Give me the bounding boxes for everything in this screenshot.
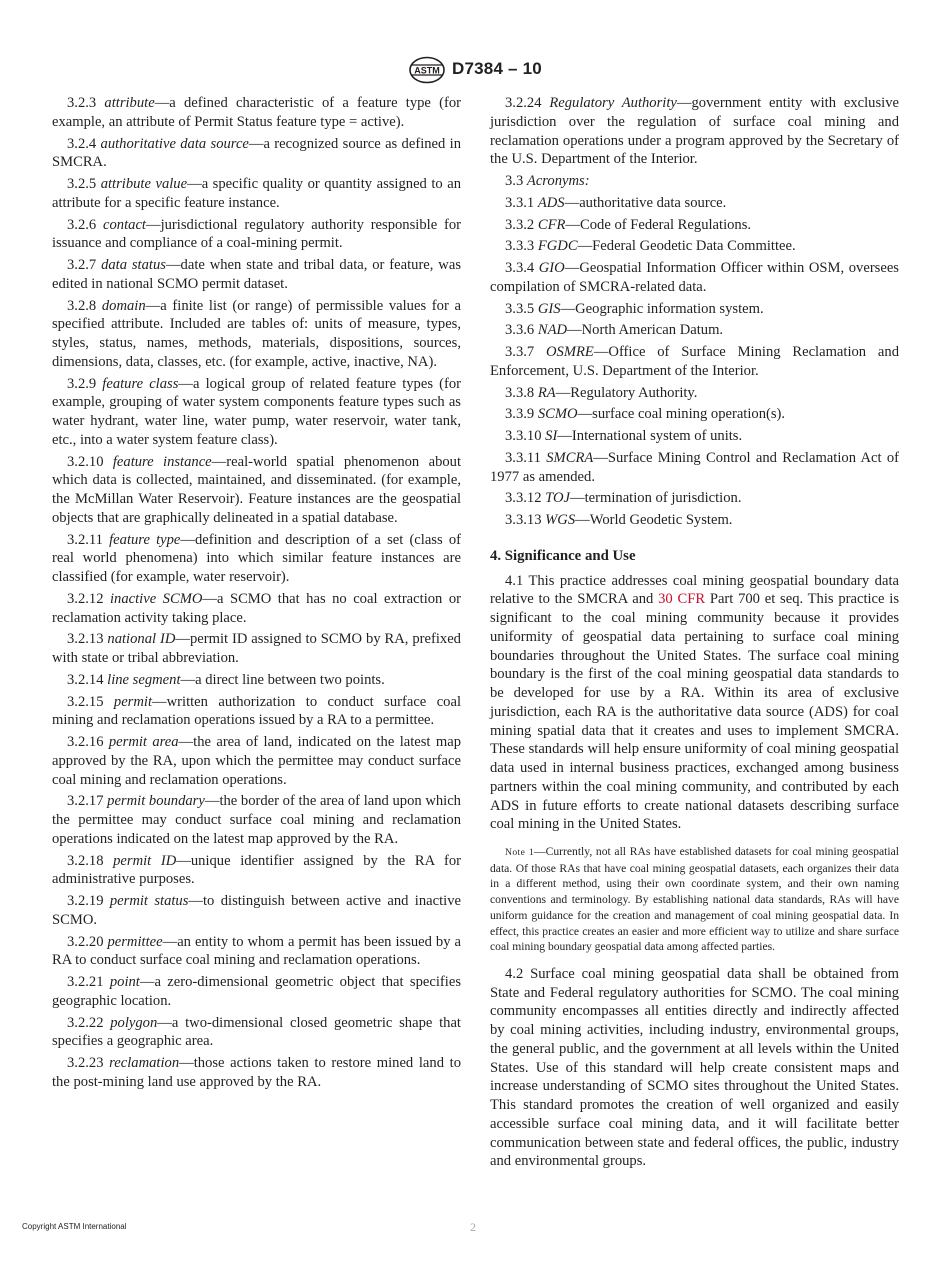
acronym-3-3-4: 3.3.4 GIO—Geospatial Information Officer within OSM, oversees compilation of SMCRA-related data. (490, 260, 899, 295)
left-column (52, 94, 461, 1095)
paragraph-4-2: 4.2 Surface coal mining geospatial data shall be obtained from State and Federal regulatory authorities for SCMO. The coal mining community encompasses all entities directly and indirectly affected by coal mining activities, including industry, environmental groups, the general public, and the government at all levels within the United States. Use of this standard will help create consistent maps and increase understanding of SCMO sites throughout the United States. This standard promotes the creation of well organized and easily accessible surface coal mining data, and it will facilitate better communication between state and federal offices, the public, industry and environmental groups. (490, 965, 899, 1170)
note-1: Note 1—Currently, not all RAs have established datasets for coal mining geospatial data. Of those RAs that have coal mining geospatial datasets, each organizes their data in a different method, using their own coordinate system, and their own naming conventions and terminology. By establishing national data standards, RAs will have uniform guidance for the creation and management of coal mining geospatial data. In effect, this practice creates an easier and more efficient way to utilize and share surface coal mining boundary geospatial data among affected parties. (490, 845, 899, 954)
definition-3-2-21: 3.2.21 point—a zero-dimensional geometric object that specifies geographic location. (52, 974, 461, 1009)
acronym-3-3-10: 3.3.10 SI—International system of units. (505, 428, 743, 444)
acronym-3-3-8: 3.3.8 RA—Regulatory Authority. (505, 384, 698, 401)
definition-3-2-4: 3.2.4 authoritative data source—a recognized source as defined in SMCRA. (52, 135, 462, 171)
acronym-3-3-13: 3.3.13 WGS—World Geodetic System. (505, 512, 733, 528)
definition-3-2-16: 3.2.16 permit area—the area of land, indicated on the latest map approved by the RA, upon which the permittee may conduct surface coal mining and reclamation operations. (52, 734, 461, 788)
definition-3-2-3: 3.2.3 attribute—a defined characteristic of a feature type (for example, an attribute of Permit Status feature type = active). (52, 95, 461, 130)
acronym-3-3-5: 3.3.5 GIS—Geographic information system. (505, 300, 764, 317)
acronym-3-3-11: 3.3.11 SMCRA—Surface Mining Control and Reclamation Act of 1977 as amended. (490, 449, 899, 485)
definition-3-2-12: 3.2.12 inactive SCMO—a SCMO that has no coal extraction or reclamation activity taking place. (52, 590, 461, 626)
definition-3-2-9: 3.2.9 feature class—a logical group of related feature types (for example, grouping of water system components feature types such as water hydrant, water line, water pump, water reservoir, water tank, etc., into a water system feature class). (52, 375, 461, 448)
definition-3-2-24: 3.2.24 Regulatory Authority—government entity with exclusive jurisdiction over the regulation of surface coal mining and reclamation operations under a program approved by the Secretary of the U.S. Department of the Interior. (490, 95, 899, 168)
section-4-heading: 4. Significance and Use (490, 547, 636, 564)
definition-3-2-14: 3.2.14 line segment—a direct line between two points. (67, 671, 385, 688)
definition-3-2-19: 3.2.19 permit status—to distinguish between active and inactive SCMO. (52, 893, 462, 928)
definition-3-2-5: 3.2.5 attribute value—a specific quality or quantity assigned to an attribute for a specific feature instance. (52, 176, 461, 211)
acronym-3-3-6: 3.3.6 NAD—North American Datum. (505, 322, 724, 339)
definition-3-2-20: 3.2.20 permittee—an entity to whom a permit has been issued by a RA to conduct surface coal mining and reclamation operations. (52, 933, 461, 969)
document-id: D7384 – 10 (452, 59, 542, 78)
acronym-3-3-1: 3.3.1 ADS—authoritative data source. (505, 194, 727, 211)
astm-logo-icon (408, 56, 446, 84)
definition-3-2-11: 3.2.11 feature type—definition and description of a set (class of real world phenomena) into which similar feature instances are classified (for example, water reservoir). (52, 531, 461, 585)
definition-3-2-10: 3.2.10 feature instance—real-world spatial phenomenon about which data is collected, maintained, and disseminated. (for example, the McMillan Water Reservoir). Feature instances are the geospatial objects that are graphically delineated in a spatial database. (52, 453, 462, 526)
page-number: 2 (470, 1220, 476, 1234)
acronym-3-3-9: 3.3.9 SCMO—surface coal mining operation(s). (505, 406, 786, 423)
acronym-3-3-2: 3.3.2 CFR—Code of Federal Regulations. (505, 216, 752, 233)
definition-3-2-18: 3.2.18 permit ID—unique identifier assigned by the RA for administrative purposes. (52, 852, 462, 888)
definition-3-2-17: 3.2.17 permit boundary—the border of the area of land upon which the permittee may conduct surface coal mining and reclamation operations indicated on the latest map approved by the RA. (52, 793, 461, 847)
definition-3-2-7: 3.2.7 data status—date when state and tribal data, or feature, was edited in national SCMO permit dataset. (52, 257, 461, 292)
definition-3-2-15: 3.2.15 permit—written authorization to conduct surface coal mining and reclamation operations issued by a RA to a permittee. (52, 693, 461, 729)
right-column (490, 94, 899, 1174)
acronym-3-3-12: 3.3.12 TOJ—termination of jurisdiction. (505, 490, 742, 507)
acronym-3-3-7: 3.3.7 OSMRE—Office of Surface Mining Reclamation and Enforcement, U.S. Department of the Interior. (490, 344, 899, 379)
copyright-footer: Copyright ASTM International (22, 1222, 127, 1231)
definition-3-2-8: 3.2.8 domain—a finite list (or range) of permissible values for a specified attribute. Included are tables of: units of measure, types, styles, status, names, methods, materials, dispositions, sources, dimensions, data, classes, etc. (for example, active, inactive, NA). (52, 297, 461, 370)
definition-3-2-13: 3.2.13 national ID—permit ID assigned to SCMO by RA, prefixed with state or tribal abbreviation. (52, 631, 461, 666)
cfr-link[interactable]: 30 CFR (658, 591, 706, 608)
definition-3-2-23: 3.2.23 reclamation—those actions taken to restore mined land to the post-mining land use approved by the RA. (52, 1055, 462, 1090)
acronyms-heading: 3.3 Acronyms: (505, 173, 590, 189)
definition-3-2-6: 3.2.6 contact—jurisdictional regulatory authority responsible for issuance and compliance of a coal-mining permit. (52, 216, 462, 252)
definition-3-2-22: 3.2.22 polygon—a two-dimensional closed geometric shape that specifies a geographic area. (52, 1014, 461, 1050)
paragraph-4-1: 4.1 This practice addresses coal mining geospatial boundary data relative to the SMCRA and 30 CFR Part 700 et seq. This practice is significant to the coal mining community because it provides uniformity of geospatial data pertaining to surface coal mining boundaries throughout the United States. The surface coal mining boundary is the first of the coal mining geospatial data standards to be developed for use by a RA. Within its area of exclusive jurisdiction, each RA is the authoritative data source (ADS) for coal mining spatial data that it creates and uses to implement SMCRA. These standards will help ensure uniformity of coal mining geospatial data used in internal business practices, exchanged among business partners within the coal mining community, and contributed by each ADS in future efforts to create national datasets describing surface coal mining in the United States. (490, 572, 900, 833)
svg-text:ASTM: ASTM (414, 65, 440, 76)
note-label: Note 1 (505, 847, 535, 858)
page-header (0, 56, 950, 86)
acronym-3-3-3: 3.3.3 FGDC—Federal Geodetic Data Committee. (505, 238, 796, 255)
